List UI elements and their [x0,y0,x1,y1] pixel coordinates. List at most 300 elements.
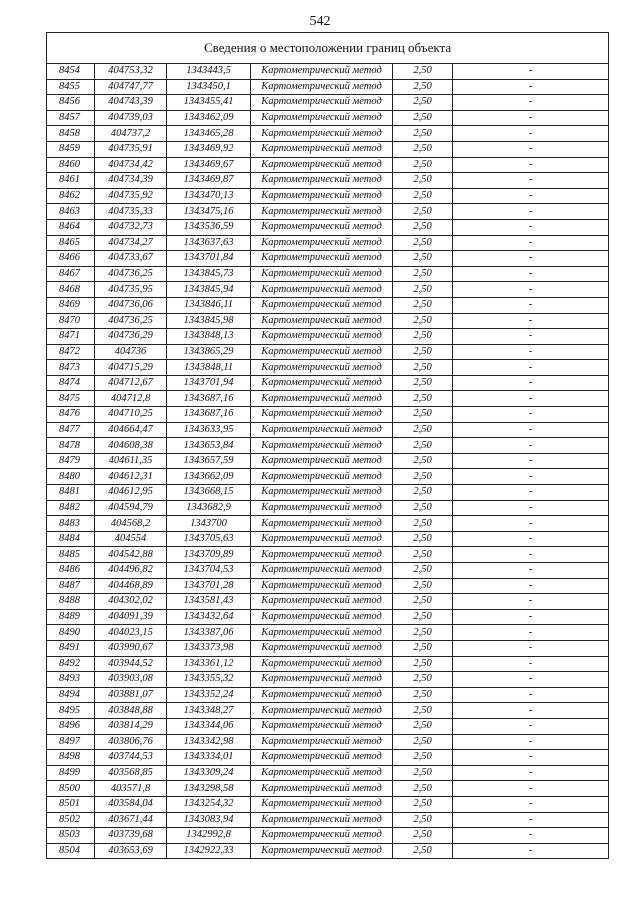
point-number-cell: 8461 [47,173,95,189]
y-coordinate-cell: 1343469,67 [167,157,251,173]
description-cell: - [453,609,609,625]
method-cell: Картометрический метод [251,718,393,734]
accuracy-cell: 2,50 [393,251,453,267]
accuracy-cell: 2,50 [393,329,453,345]
table-row [47,141,609,157]
description-cell: - [453,531,609,547]
description-cell: - [453,563,609,579]
description-cell: - [453,750,609,766]
accuracy-cell: 2,50 [393,687,453,703]
x-coordinate-cell: 404736,25 [95,313,167,329]
y-coordinate-cell: 1343443,5 [167,64,251,80]
accuracy-cell: 2,50 [393,79,453,95]
point-number-cell: 8459 [47,141,95,157]
y-coordinate-cell: 1343470,13 [167,188,251,204]
accuracy-cell: 2,50 [393,578,453,594]
x-coordinate-cell: 404736 [95,344,167,360]
y-coordinate-cell: 1343355,32 [167,672,251,688]
y-coordinate-cell: 1343637,63 [167,235,251,251]
point-number-cell: 8489 [47,609,95,625]
table-row [47,173,609,189]
x-coordinate-cell: 404611,35 [95,453,167,469]
point-number-cell: 8491 [47,640,95,656]
x-coordinate-cell: 404091,39 [95,609,167,625]
table-row [47,796,609,812]
description-cell: - [453,734,609,750]
y-coordinate-cell: 1343475,16 [167,204,251,220]
x-coordinate-cell: 404710,25 [95,407,167,423]
point-number-cell: 8472 [47,344,95,360]
y-coordinate-cell: 1343687,16 [167,407,251,423]
method-cell: Картометрический метод [251,110,393,126]
boundary-table [46,32,609,859]
x-coordinate-cell: 403990,67 [95,640,167,656]
table-row [47,672,609,688]
method-cell: Картометрический метод [251,453,393,469]
table-row [47,251,609,267]
x-coordinate-cell: 404715,29 [95,360,167,376]
description-cell: - [453,640,609,656]
y-coordinate-cell: 1343846,11 [167,297,251,313]
point-number-cell: 8478 [47,438,95,454]
description-cell: - [453,235,609,251]
accuracy-cell: 2,50 [393,531,453,547]
table-row [47,329,609,345]
method-cell: Картометрический метод [251,282,393,298]
point-number-cell: 8480 [47,469,95,485]
method-cell: Картометрический метод [251,843,393,859]
description-cell: - [453,718,609,734]
y-coordinate-cell: 1343536,59 [167,219,251,235]
point-number-cell: 8463 [47,204,95,220]
accuracy-cell: 2,50 [393,188,453,204]
table-row [47,64,609,80]
description-cell: - [453,344,609,360]
table-row [47,453,609,469]
method-cell: Картометрический метод [251,204,393,220]
table-row [47,640,609,656]
description-cell: - [453,391,609,407]
description-cell: - [453,313,609,329]
x-coordinate-cell: 403944,52 [95,656,167,672]
x-coordinate-cell: 404734,27 [95,235,167,251]
x-coordinate-cell: 403881,07 [95,687,167,703]
y-coordinate-cell: 1343432,64 [167,609,251,625]
x-coordinate-cell: 404733,67 [95,251,167,267]
y-coordinate-cell: 1343709,89 [167,547,251,563]
method-cell: Картометрический метод [251,640,393,656]
x-coordinate-cell: 404023,15 [95,625,167,641]
accuracy-cell: 2,50 [393,656,453,672]
table-row [47,266,609,282]
method-cell: Картометрический метод [251,500,393,516]
y-coordinate-cell: 1343309,24 [167,765,251,781]
y-coordinate-cell: 1343387,06 [167,625,251,641]
table-row [47,687,609,703]
x-coordinate-cell: 404739,03 [95,110,167,126]
accuracy-cell: 2,50 [393,375,453,391]
method-cell: Картометрический метод [251,173,393,189]
y-coordinate-cell: 1343469,87 [167,173,251,189]
point-number-cell: 8482 [47,500,95,516]
x-coordinate-cell: 404712,8 [95,391,167,407]
method-cell: Картометрический метод [251,812,393,828]
accuracy-cell: 2,50 [393,640,453,656]
method-cell: Картометрический метод [251,656,393,672]
method-cell: Картометрический метод [251,407,393,423]
table-row [47,188,609,204]
accuracy-cell: 2,50 [393,812,453,828]
point-number-cell: 8504 [47,843,95,859]
point-number-cell: 8456 [47,95,95,111]
description-cell: - [453,329,609,345]
description-cell: - [453,282,609,298]
point-number-cell: 8497 [47,734,95,750]
accuracy-cell: 2,50 [393,313,453,329]
table-row [47,422,609,438]
point-number-cell: 8464 [47,219,95,235]
x-coordinate-cell: 403848,88 [95,703,167,719]
table-title: Сведения о местоположении границ объекта [47,33,609,64]
x-coordinate-cell: 403814,29 [95,718,167,734]
table-title-row [47,33,609,64]
x-coordinate-cell: 404735,95 [95,282,167,298]
x-coordinate-cell: 403571,8 [95,781,167,797]
method-cell: Картометрический метод [251,672,393,688]
table-row [47,516,609,532]
accuracy-cell: 2,50 [393,828,453,844]
accuracy-cell: 2,50 [393,235,453,251]
x-coordinate-cell: 404542,88 [95,547,167,563]
y-coordinate-cell: 1343352,24 [167,687,251,703]
x-coordinate-cell: 404468,89 [95,578,167,594]
description-cell: - [453,110,609,126]
point-number-cell: 8458 [47,126,95,142]
x-coordinate-cell: 404736,06 [95,297,167,313]
method-cell: Картометрический метод [251,422,393,438]
accuracy-cell: 2,50 [393,126,453,142]
x-coordinate-cell: 404594,79 [95,500,167,516]
point-number-cell: 8462 [47,188,95,204]
description-cell: - [453,438,609,454]
y-coordinate-cell: 1343342,98 [167,734,251,750]
table-row [47,703,609,719]
table-row [47,578,609,594]
y-coordinate-cell: 1343704,53 [167,563,251,579]
accuracy-cell: 2,50 [393,516,453,532]
y-coordinate-cell: 1343662,09 [167,469,251,485]
point-number-cell: 8460 [47,157,95,173]
accuracy-cell: 2,50 [393,469,453,485]
method-cell: Картометрический метод [251,438,393,454]
method-cell: Картометрический метод [251,531,393,547]
accuracy-cell: 2,50 [393,266,453,282]
x-coordinate-cell: 404608,38 [95,438,167,454]
description-cell: - [453,453,609,469]
method-cell: Картометрический метод [251,141,393,157]
y-coordinate-cell: 1343845,98 [167,313,251,329]
description-cell: - [453,500,609,516]
description-cell: - [453,266,609,282]
description-cell: - [453,79,609,95]
point-number-cell: 8485 [47,547,95,563]
table-row [47,500,609,516]
point-number-cell: 8475 [47,391,95,407]
table-row [47,204,609,220]
description-cell: - [453,578,609,594]
method-cell: Картометрический метод [251,251,393,267]
method-cell: Картометрический метод [251,734,393,750]
y-coordinate-cell: 1343687,16 [167,391,251,407]
accuracy-cell: 2,50 [393,391,453,407]
y-coordinate-cell: 1343700 [167,516,251,532]
x-coordinate-cell: 404734,39 [95,173,167,189]
x-coordinate-cell: 403671,44 [95,812,167,828]
accuracy-cell: 2,50 [393,219,453,235]
description-cell: - [453,360,609,376]
point-number-cell: 8484 [47,531,95,547]
table-row [47,594,609,610]
table-row [47,531,609,547]
point-number-cell: 8490 [47,625,95,641]
description-cell: - [453,251,609,267]
point-number-cell: 8471 [47,329,95,345]
accuracy-cell: 2,50 [393,422,453,438]
x-coordinate-cell: 404753,32 [95,64,167,80]
table-row [47,110,609,126]
accuracy-cell: 2,50 [393,110,453,126]
method-cell: Картометрический метод [251,485,393,501]
description-cell: - [453,188,609,204]
description-cell: - [453,781,609,797]
table-row [47,625,609,641]
point-number-cell: 8477 [47,422,95,438]
description-cell: - [453,547,609,563]
y-coordinate-cell: 1343348,27 [167,703,251,719]
table-row [47,313,609,329]
x-coordinate-cell: 403806,76 [95,734,167,750]
description-cell: - [453,485,609,501]
method-cell: Картометрический метод [251,375,393,391]
accuracy-cell: 2,50 [393,609,453,625]
y-coordinate-cell: 1342992,8 [167,828,251,844]
y-coordinate-cell: 1343845,94 [167,282,251,298]
method-cell: Картометрический метод [251,781,393,797]
x-coordinate-cell: 404732,73 [95,219,167,235]
accuracy-cell: 2,50 [393,625,453,641]
point-number-cell: 8483 [47,516,95,532]
point-number-cell: 8473 [47,360,95,376]
table-row [47,79,609,95]
point-number-cell: 8493 [47,672,95,688]
table-row [47,609,609,625]
table-row [47,438,609,454]
y-coordinate-cell: 1343701,28 [167,578,251,594]
method-cell: Картометрический метод [251,235,393,251]
y-coordinate-cell: 1342922,33 [167,843,251,859]
point-number-cell: 8499 [47,765,95,781]
method-cell: Картометрический метод [251,563,393,579]
accuracy-cell: 2,50 [393,282,453,298]
point-number-cell: 8500 [47,781,95,797]
accuracy-cell: 2,50 [393,204,453,220]
point-number-cell: 8467 [47,266,95,282]
x-coordinate-cell: 404736,25 [95,266,167,282]
table-row [47,95,609,111]
method-cell: Картометрический метод [251,297,393,313]
accuracy-cell: 2,50 [393,765,453,781]
y-coordinate-cell: 1343469,92 [167,141,251,157]
description-cell: - [453,812,609,828]
method-cell: Картометрический метод [251,516,393,532]
y-coordinate-cell: 1343848,13 [167,329,251,345]
method-cell: Картометрический метод [251,391,393,407]
method-cell: Картометрический метод [251,188,393,204]
table-row [47,718,609,734]
accuracy-cell: 2,50 [393,547,453,563]
accuracy-cell: 2,50 [393,781,453,797]
x-coordinate-cell: 404712,67 [95,375,167,391]
x-coordinate-cell: 403744,53 [95,750,167,766]
y-coordinate-cell: 1343450,1 [167,79,251,95]
table-row [47,297,609,313]
y-coordinate-cell: 1343682,9 [167,500,251,516]
description-cell: - [453,375,609,391]
y-coordinate-cell: 1343653,84 [167,438,251,454]
x-coordinate-cell: 403584,04 [95,796,167,812]
table-row [47,734,609,750]
description-cell: - [453,594,609,610]
point-number-cell: 8486 [47,563,95,579]
description-cell: - [453,141,609,157]
description-cell: - [453,173,609,189]
point-number-cell: 8465 [47,235,95,251]
method-cell: Картометрический метод [251,360,393,376]
method-cell: Картометрический метод [251,594,393,610]
table-row [47,547,609,563]
y-coordinate-cell: 1343465,28 [167,126,251,142]
method-cell: Картометрический метод [251,547,393,563]
x-coordinate-cell: 403568,85 [95,765,167,781]
x-coordinate-cell: 404496,82 [95,563,167,579]
table-row [47,563,609,579]
x-coordinate-cell: 404734,42 [95,157,167,173]
point-number-cell: 8470 [47,313,95,329]
method-cell: Картометрический метод [251,765,393,781]
point-number-cell: 8496 [47,718,95,734]
method-cell: Картометрический метод [251,266,393,282]
x-coordinate-cell: 403903,08 [95,672,167,688]
method-cell: Картометрический метод [251,687,393,703]
x-coordinate-cell: 404743,39 [95,95,167,111]
x-coordinate-cell: 403653,69 [95,843,167,859]
accuracy-cell: 2,50 [393,563,453,579]
method-cell: Картометрический метод [251,64,393,80]
table-row [47,656,609,672]
method-cell: Картометрический метод [251,578,393,594]
table-row [47,126,609,142]
point-number-cell: 8502 [47,812,95,828]
x-coordinate-cell: 404735,92 [95,188,167,204]
point-number-cell: 8457 [47,110,95,126]
point-number-cell: 8494 [47,687,95,703]
y-coordinate-cell: 1343334,01 [167,750,251,766]
accuracy-cell: 2,50 [393,438,453,454]
y-coordinate-cell: 1343633,95 [167,422,251,438]
accuracy-cell: 2,50 [393,796,453,812]
description-cell: - [453,95,609,111]
accuracy-cell: 2,50 [393,703,453,719]
method-cell: Картометрический метод [251,157,393,173]
point-number-cell: 8466 [47,251,95,267]
accuracy-cell: 2,50 [393,734,453,750]
accuracy-cell: 2,50 [393,360,453,376]
x-coordinate-cell: 404735,33 [95,204,167,220]
y-coordinate-cell: 1343581,43 [167,594,251,610]
accuracy-cell: 2,50 [393,157,453,173]
accuracy-cell: 2,50 [393,718,453,734]
y-coordinate-cell: 1343254,32 [167,796,251,812]
table-row [47,812,609,828]
accuracy-cell: 2,50 [393,344,453,360]
y-coordinate-cell: 1343657,59 [167,453,251,469]
table-row [47,344,609,360]
description-cell: - [453,407,609,423]
point-number-cell: 8474 [47,375,95,391]
description-cell: - [453,219,609,235]
description-cell: - [453,126,609,142]
x-coordinate-cell: 404568,2 [95,516,167,532]
method-cell: Картометрический метод [251,469,393,485]
point-number-cell: 8488 [47,594,95,610]
table-row [47,765,609,781]
table-row [47,469,609,485]
description-cell: - [453,656,609,672]
accuracy-cell: 2,50 [393,453,453,469]
y-coordinate-cell: 1343298,58 [167,781,251,797]
table-row [47,282,609,298]
x-coordinate-cell: 404664,47 [95,422,167,438]
description-cell: - [453,469,609,485]
y-coordinate-cell: 1343373,98 [167,640,251,656]
table-row [47,750,609,766]
method-cell: Картометрический метод [251,79,393,95]
x-coordinate-cell: 404612,95 [95,485,167,501]
table-row [47,407,609,423]
x-coordinate-cell: 404302,02 [95,594,167,610]
y-coordinate-cell: 1343083,94 [167,812,251,828]
method-cell: Картометрический метод [251,313,393,329]
method-cell: Картометрический метод [251,703,393,719]
description-cell: - [453,64,609,80]
x-coordinate-cell: 404737,2 [95,126,167,142]
y-coordinate-cell: 1343845,73 [167,266,251,282]
table-row [47,219,609,235]
table-row [47,235,609,251]
description-cell: - [453,204,609,220]
description-cell: - [453,703,609,719]
table-row [47,375,609,391]
y-coordinate-cell: 1343848,11 [167,360,251,376]
point-number-cell: 8469 [47,297,95,313]
description-cell: - [453,157,609,173]
y-coordinate-cell: 1343701,94 [167,375,251,391]
description-cell: - [453,843,609,859]
y-coordinate-cell: 1343668,15 [167,485,251,501]
point-number-cell: 8455 [47,79,95,95]
x-coordinate-cell: 404735,91 [95,141,167,157]
description-cell: - [453,672,609,688]
